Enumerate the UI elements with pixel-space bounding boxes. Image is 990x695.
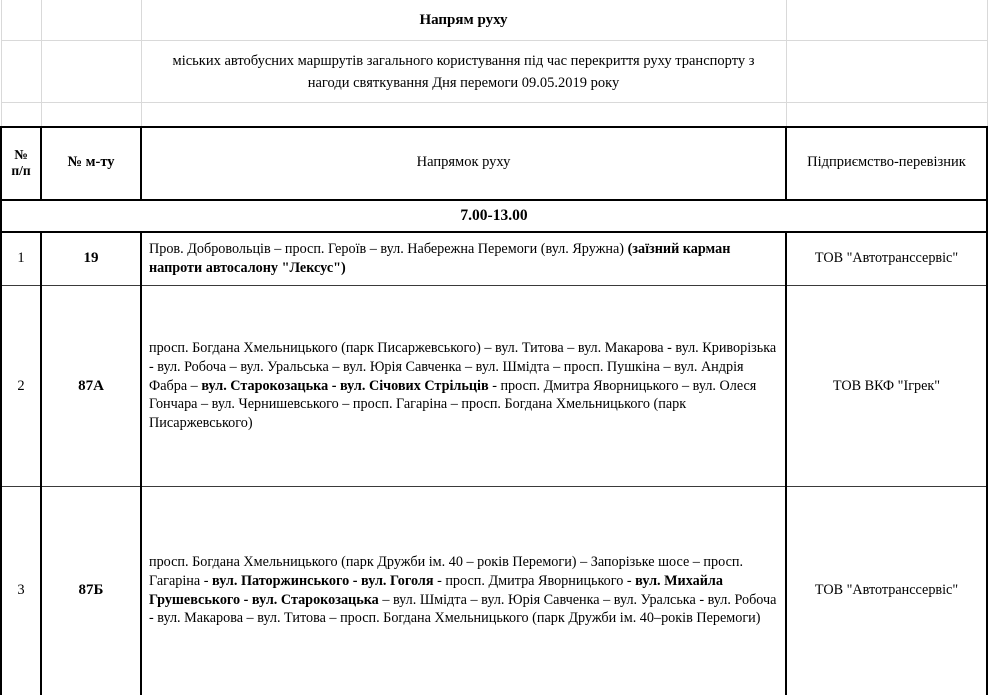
column-header-num-line2: п/п <box>11 163 31 178</box>
row-carrier: ТОВ ВКФ "Ігрек" <box>786 286 987 487</box>
row-route-number: 87Б <box>41 487 141 695</box>
subtitle-spacer-left <box>1 41 41 103</box>
column-header-route: № м-ту <box>41 127 141 200</box>
column-header-num-line1: № <box>14 147 28 163</box>
row-carrier: ТОВ "Автотранссервіс" <box>786 487 987 695</box>
table-row <box>1 286 987 487</box>
column-header-carrier: Підприємство-перевізник <box>786 127 987 200</box>
title-spacer-right <box>786 0 987 41</box>
row-number: 1 <box>1 232 41 286</box>
spacer-cell-2 <box>41 103 141 127</box>
table-row <box>1 487 987 695</box>
row-route-number: 87А <box>41 286 141 487</box>
table-header-row <box>1 127 987 200</box>
row-direction: просп. Богдана Хмельницького (парк Дружби ім. 40 – років Перемоги) – Запорізьке шосе – просп. Гагаріна - вул. Паторжинського - вул. Гоголя - просп. Дмитра Яворницького - вул. Михайла Грушевського - вул. Старокозацька – вул. Шмідта – вул. Юрія Савченка – вул. Уралська - вул. Робоча - вул. Макарова – вул. Титова – просп. Богдана Хмельницького (парк Дружби ім. 40–років Перемоги) <box>141 487 786 695</box>
spacer-cell-4 <box>786 103 987 127</box>
subtitle-row <box>1 41 987 103</box>
subtitle-spacer-mid <box>41 41 141 103</box>
column-header-num <box>1 127 41 200</box>
document-title: Напрям руху <box>141 0 786 41</box>
spacer-cell-3 <box>141 103 786 127</box>
row-direction: Пров. Добровольців – просп. Героїв – вул. Набережна Перемоги (вул. Яружна) (заїзний карман напроти автосалону "Лексус") <box>141 232 786 286</box>
document-subtitle: міських автобусних маршрутів загального користування під час перекриття руху транспорту з нагоди святкування Дня перемоги 09.05.2019 року <box>141 41 786 103</box>
title-row <box>1 0 987 41</box>
subtitle-spacer-right <box>786 41 987 103</box>
spacer-row <box>1 103 987 127</box>
time-band-row <box>1 200 987 232</box>
row-carrier: ТОВ "Автотранссервіс" <box>786 232 987 286</box>
spacer-cell-1 <box>1 103 41 127</box>
table-row <box>1 232 987 286</box>
title-spacer-mid <box>41 0 141 41</box>
title-spacer-left <box>1 0 41 41</box>
row-number: 2 <box>1 286 41 487</box>
row-number: 3 <box>1 487 41 695</box>
column-header-direction: Напрямок руху <box>141 127 786 200</box>
time-band-label: 7.00-13.00 <box>1 200 987 232</box>
row-direction: просп. Богдана Хмельницького (парк Писаржевського) – вул. Титова – вул. Макарова - вул. Криворізька - вул. Робоча – вул. Уральська – вул. Юрія Савченка – вул. Шмідта – просп. Пушкіна – вул. Андрія Фабра – вул. Старокозацька - вул. Січових Стрільців - просп. Дмитра Яворницького – вул. Олеся Гончара – вул. Чернишевського – просп. Гагаріна – просп. Богдана Хмельницького (парк Писаржевського) <box>141 286 786 487</box>
row-route-number: 19 <box>41 232 141 286</box>
